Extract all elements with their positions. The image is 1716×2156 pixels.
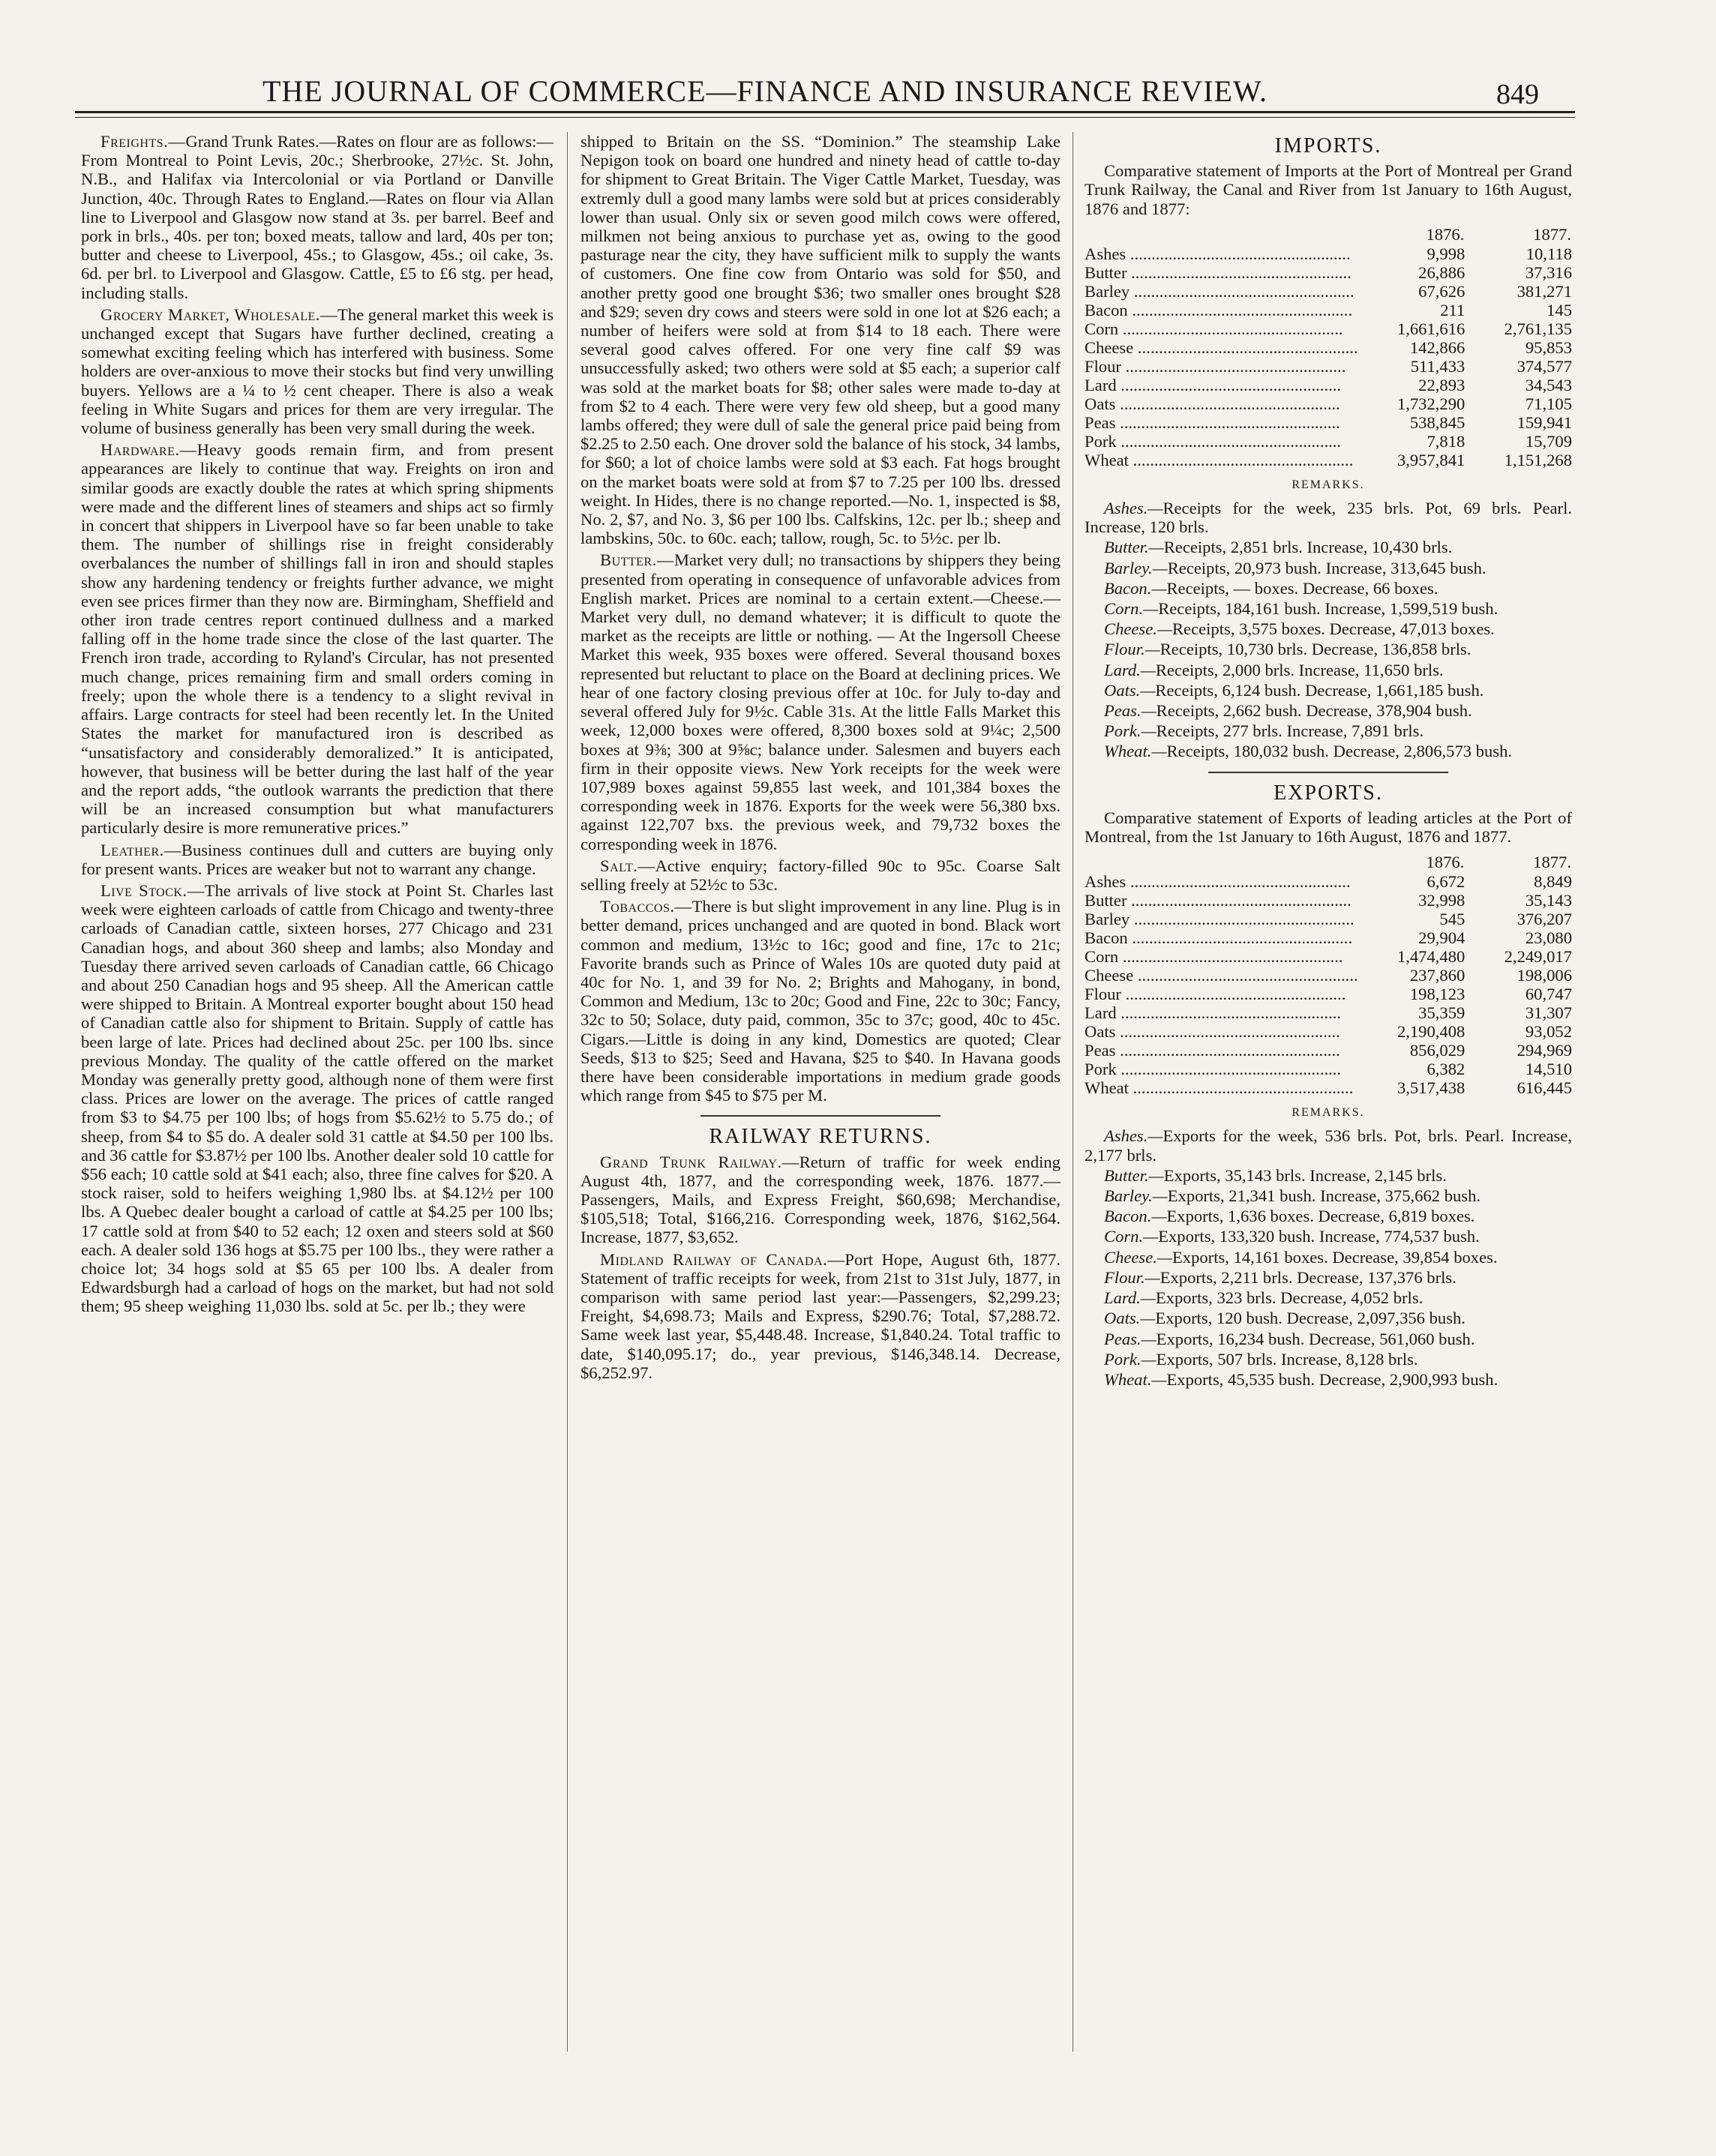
value-1876-cell: 545 (1439, 910, 1466, 929)
railway-returns-title: RAILWAY RETURNS. (709, 1125, 932, 1149)
commodity-cell: Lard ..... (1084, 1003, 1358, 1022)
remark-head: Peas.— (1104, 1329, 1156, 1348)
commodity-cell: Oats ..... (1084, 1022, 1358, 1041)
imports-intro: Comparative statement of Imports at the Port of Montreal per Grand Trunk Railway, the Canal and River from 1st January to 16th August, 1876 and 1877: (1084, 161, 1572, 218)
article-text: Heavy goods remain firm, and from present appearances are likely to continue that way. Freights on iron and similar goods are exactly double the rates at which spring shipments were made and the different lines of steamers and ships act so firmly in concert that shippers in Liverpool have so far been unable to take them. The number of shillings rise in freight considerably overbalances the number of shillings fall in iron and should staples show any hardening tendency or freights further advance, we might even see prices firmer than they now are. Birmingham, Sheffield and other iron trade centres report continued dullness and a marked falling off in the home trade since the close of the last quarter. The French iron trade, according to Ryland's Circular, has not presented much change, prices remaining firm and small orders coming in freely; upon the whole there is a tendency to a slight revival in affairs. Large contracts for steel had been recently let. In the United States the market for manufactured iron is described as “unsatisfactory and considerably demoralized.” It is anticipated, however, that business will be better during the last half of the year and the report adds, “the outlook warrants the prediction that there will be an increased consumption but what manufacturers particularly desire is more remunerative prices.” (81, 440, 554, 838)
remark-item (1084, 538, 1572, 556)
remark-head: Cheese.— (1104, 1247, 1172, 1267)
commodity-cell: Peas ..... (1084, 413, 1358, 432)
commodity-cell: Barley ..... (1084, 282, 1358, 301)
value-1877-cell: 93,052 (1525, 1022, 1572, 1042)
value-1877-cell: 294,969 (1516, 1041, 1572, 1060)
column-3 (1084, 132, 1572, 1390)
year-header: 1876. (1426, 224, 1465, 244)
remark-head: Butter.— (1104, 1165, 1164, 1185)
table-row (1084, 1060, 1572, 1078)
commodity-cell: Flour ..... (1084, 357, 1358, 376)
remark-item (1084, 1268, 1572, 1287)
column-1 (81, 132, 554, 1319)
article-head: Live Stock.— (100, 880, 205, 900)
value-1876-cell: 6,672 (1426, 872, 1466, 892)
value-1876-cell: 3,517,438 (1396, 1078, 1466, 1098)
value-1876-cell: 67,626 (1418, 281, 1466, 301)
remark-text: Exports, 21,341 bush. Increase, 375,662 bush. (1167, 1186, 1481, 1206)
commodity-cell: Cheese ..... (1084, 966, 1358, 985)
commodity-cell: Pork ..... (1084, 432, 1358, 451)
remark-head: Wheat.— (1104, 1369, 1167, 1389)
article-text: Active enquiry; factory-filled 90c to 95c. Coarse Salt selling freely at 52½c to 53c. (580, 856, 1060, 894)
value-1877-cell: 2,761,135 (1504, 319, 1572, 338)
value-1877-cell: 14,510 (1525, 1060, 1572, 1079)
remark-head: Flour.— (1104, 1267, 1160, 1287)
commodity-cell: Ashes ..... (1084, 244, 1358, 263)
value-1876-cell: 211 (1440, 300, 1466, 319)
remark-head: Lard.— (1104, 1288, 1156, 1308)
commodity-cell: Wheat ..... (1084, 1078, 1358, 1097)
table-row (1084, 263, 1572, 282)
commodity-cell: Butter ..... (1084, 891, 1358, 910)
commodity-cell: Oats ..... (1084, 394, 1358, 413)
value-1876-cell: 35,359 (1418, 1003, 1466, 1023)
remark-item (1084, 599, 1572, 618)
remark-head: Pork.— (1104, 721, 1156, 741)
article-text: Market very dull; no transactions by shippers they being presented from operating in consequence of unfavorable advices from English market. Prices are nominal to a certain extent.—Cheese.— Market very dull, no demand whatever; it is difficult to quote the market as the receipts are little or nothing. — At the Ingersoll Cheese Market this week, 935 boxes were offered. Several thousand boxes represented but reluctant to place on the Board at declining prices. We hear of one factory closing previous offer at 10c. for July to-day and several offered July for 9½c. Cable 31s. At the little Falls Market this week, 12,000 boxes were offered, 8,300 boxes sold at 9¼c; 2,500 boxes at 9⅜; 300 at 9⅝c; balance under. Salesmen and buyers each firm in their opposite views. New York receipts for the week were 107,989 boxes against 59,855 last week, and 101,384 boxes the corresponding week in 1876. Exports for the week were 56,380 bxs. against 122,707 bxs. the previous week, and 79,732 boxes the corresponding week in 1876. (580, 550, 1060, 853)
value-1876-cell: 2,190,408 (1396, 1022, 1466, 1042)
remark-text: Receipts, 184,161 bush. Increase, 1,599,519 bush. (1158, 599, 1498, 619)
remark-head: Peas.— (1104, 701, 1156, 721)
table-row (1084, 1078, 1572, 1097)
remark-item (1084, 1350, 1572, 1369)
remark-text: Exports, 14,161 boxes. Decrease, 39,854 boxes. (1172, 1247, 1498, 1267)
remark-head: Ashes.— (1104, 499, 1163, 518)
value-1877-cell: 31,307 (1525, 1003, 1572, 1023)
value-1877-cell: 374,577 (1516, 356, 1572, 376)
imports-table (1084, 224, 1572, 469)
table-row (1084, 928, 1572, 947)
running-head: THE JOURNAL OF COMMERCE—FINANCE AND INSURANCE REVIEW. (262, 74, 1268, 108)
commodity-cell: Corn ..... (1084, 947, 1358, 966)
article-head: Freights.— (100, 132, 186, 151)
remark-text: Receipts, 6,124 bush. Decrease, 1,661,185 bush. (1155, 680, 1484, 700)
value-1876-cell: 6,382 (1426, 1060, 1466, 1079)
remark-item (1084, 499, 1572, 536)
table-header-row (1084, 224, 1572, 244)
article-text: Port Hope, August 6th, 1877. Statement of traffic receipts for week, from 21st to 31st July, 1877, in comparison with same period last year:—Passengers, $2,299.23; Freight, $4,698.73; Mails and Express, $290.76; Total, $7,288.72. Same week last year, $5,448.48. Increase, $1,840.24. Total traffic to date, $140,095.17; do., year previous, $146,348.14. Decrease, $6,252.97. (580, 1249, 1060, 1382)
column-2 (580, 132, 1060, 1385)
header-rule-top (75, 111, 1575, 113)
article-text: The arrivals of live stock at Point St. Charles last week were eighteen carloads of cattle from Chicago and twenty-three carloads of Canadian cattle, sixteen horses, 277 Chicago and 231 Canadian hogs, and about 360 sheep and lambs; also Monday and Tuesday there arrived seven carloads of Canadian cattle, 66 Chicago and about 250 Canadian hogs and 95 sheep. All the American cattle were shipped to Britain. A Montreal exporter bought about 150 head of Canadian cattle also for shipment to Britain. Supply of cattle has been large of late. Prices had declined about 25c. per 100 lbs. since previous Monday. The quality of the cattle offered on the market Monday was generally pretty good, although none of them were first class. Prices are lower on the average. The prices of cattle ranged from $3 to $4.75 per 100 lbs; of hogs from $5.62½ to 5.75 do.; of sheep, from $4 to $5 do. A dealer sold 31 cattle at $4.50 per 100 lbs. and 36 cattle for $3.87½ per 100 lbs. Another dealer sold 10 cattle for $56 each; 10 cattle sold at $41 each; also, three fine calves for $20. A stock raiser, sold to heifers weighing 1,980 lbs. at $4.12½ per 100 lbs. A Quebec dealer bought a carload of cattle at $4.25 per 100 lbs; 17 cattle sold at from $40 to 52 each; 12 oxen and steers sold at $60 each. A dealer sold 136 hogs at $5.75 per 100 lbs., they were rather a choice lot; 34 hogs sold at $5 65 per 100 lbs. A dealer from Edwardsburgh had a carload of hogs on the market, but had not sold them; 95 sheep weighing 11,030 lbs. sold at 5c. per lb.; they were (81, 880, 554, 1316)
remark-text: Exports for the week, 536 brls. Pot, brls. Pearl. Increase, 2,177 brls. (1084, 1126, 1572, 1165)
remark-head: Bacon.— (1104, 578, 1167, 598)
table-row (1084, 432, 1572, 451)
value-1877-cell: 23,080 (1525, 928, 1572, 948)
remark-item (1084, 640, 1572, 658)
table-row (1084, 872, 1572, 891)
remark-text: Exports, 45,535 bush. Decrease, 2,900,993 bush. (1166, 1369, 1498, 1389)
remark-head: Flour.— (1104, 640, 1160, 659)
value-1876-cell: 1,732,290 (1396, 394, 1466, 413)
table-row (1084, 910, 1572, 928)
remark-item (1084, 1126, 1572, 1164)
value-1877-cell: 198,006 (1516, 966, 1572, 985)
imports-remarks (1084, 499, 1572, 761)
exports-table (1084, 852, 1572, 1097)
value-1876-cell: 22,893 (1418, 375, 1466, 394)
article-butter (580, 550, 1060, 853)
remark-item (1084, 1248, 1572, 1267)
table-row (1084, 451, 1572, 469)
table-row (1084, 947, 1572, 966)
value-1876-cell: 29,904 (1418, 928, 1466, 948)
header-rule-bottom (75, 117, 1575, 118)
column-divider (1072, 132, 1073, 2052)
table-row (1084, 966, 1572, 985)
remark-text: Exports, 120 bush. Decrease, 2,097,356 bush. (1155, 1309, 1466, 1328)
remark-item (1084, 681, 1572, 700)
value-1877-cell: 71,105 (1525, 394, 1572, 413)
article-head: Salt.— (600, 856, 656, 875)
value-1876-cell: 9,998 (1426, 244, 1466, 263)
value-1876-cell: 26,886 (1418, 262, 1466, 282)
remark-text: Receipts, 10,730 brls. Decrease, 136,858 brls. (1160, 640, 1472, 659)
table-row (1084, 413, 1572, 432)
year-header: 1877. (1533, 224, 1571, 244)
remark-item (1084, 559, 1572, 577)
article-text: Grand Trunk Rates.—Rates on flour are as follows:—From Montreal to Point Levis, 20c.; Sherbrooke, 27½c. St. John, N.B., and Halifax via Intercolonial or via Portland or Danville Junction, 40c. Through Rates to England.—Rates on flour via Allan line to Liverpool and Glasgow now stand at 3s. per barrel. Beef and pork in brls., 40s. per ton; boxed meats, tallow and lard, 40s per ton; butter and cheese to Liverpool, 45s.; to Glasgow, 45s.; oil cake, 3s. 6d. per brl. to Liverpool and Glasgow. Cattle, £5 to £6 stg. per head, including stalls. (81, 132, 554, 302)
value-1877-cell: 10,118 (1526, 244, 1572, 263)
table-row (1084, 282, 1572, 301)
remark-text: Receipts, 180,032 bush. Decrease, 2,806,573 bush. (1166, 742, 1513, 761)
table-row (1084, 338, 1572, 357)
remark-item (1084, 1186, 1572, 1205)
remark-head: Lard.— (1104, 660, 1156, 679)
remark-head: Barley.— (1104, 1186, 1168, 1206)
remark-head: Cheese.— (1104, 619, 1172, 639)
remark-text: Receipts, — boxes. Decrease, 66 boxes. (1166, 578, 1438, 598)
commodity-cell: Bacon ..... (1084, 301, 1358, 319)
remark-text: Receipts, 2,662 bush. Decrease, 378,904 bush. (1156, 701, 1472, 721)
value-1876-cell: 142,866 (1409, 337, 1466, 357)
value-1876-cell: 538,845 (1409, 412, 1466, 432)
value-1877-cell: 37,316 (1525, 262, 1572, 282)
article-head: Tobaccos.— (600, 897, 692, 916)
article-live-stock-cont (580, 132, 1060, 547)
remark-text: Exports, 323 brls. Decrease, 4,052 brls. (1155, 1288, 1424, 1308)
remark-text: Exports, 2,211 brls. Decrease, 137,376 brls. (1160, 1267, 1456, 1287)
imports-title: IMPORTS. (1274, 134, 1382, 157)
table-row (1084, 1003, 1572, 1022)
value-1877-cell: 145 (1546, 300, 1572, 319)
remark-head: Barley.— (1104, 558, 1168, 577)
railway-midland (580, 1250, 1060, 1382)
remark-text: Receipts, 20,973 bush. Increase, 313,645 bush. (1167, 558, 1486, 577)
remark-item (1084, 1288, 1572, 1307)
remark-item (1084, 1370, 1572, 1389)
table-row (1084, 1041, 1572, 1060)
value-1877-cell: 1,151,268 (1504, 450, 1572, 469)
article-text: Return of traffic for week ending August 4th, 1877, and the corresponding week, 1876. 1877.—Passengers, Mails, and Express Freight, $60,698; Merchandise, $105,518; Total, $166,216. Corresponding week, 1876, $162,564. Increase, 1877, $3,652. (580, 1152, 1060, 1247)
value-1877-cell: 35,143 (1525, 891, 1572, 910)
commodity-cell: Pork ..... (1084, 1060, 1358, 1078)
value-1877-cell: 381,271 (1516, 281, 1572, 301)
table-row (1084, 244, 1572, 263)
value-1876-cell: 198,123 (1409, 985, 1466, 1004)
remark-text: Receipts, 277 brls. Increase, 7,891 brls. (1156, 721, 1424, 741)
commodity-cell: Flour ..... (1084, 985, 1358, 1003)
value-1877-cell: 15,709 (1525, 431, 1572, 451)
remark-text: Receipts, 2,000 brls. Increase, 11,650 brls. (1155, 660, 1444, 679)
commodity-cell: Bacon ..... (1084, 928, 1358, 947)
year-header: 1876. (1426, 853, 1465, 872)
article-live-stock (81, 881, 554, 1316)
remark-head: Oats.— (1104, 1309, 1156, 1328)
remark-text: Exports, 35,143 brls. Increase, 2,145 brls. (1163, 1165, 1447, 1185)
year-header: 1877. (1533, 853, 1571, 872)
remark-head: Corn.— (1104, 1227, 1159, 1246)
table-row (1084, 357, 1572, 376)
imports-body (1084, 244, 1572, 469)
table-row (1084, 1022, 1572, 1041)
exports-body (1084, 872, 1572, 1097)
remark-head: Oats.— (1104, 680, 1156, 700)
remark-item (1084, 1207, 1572, 1225)
commodity-cell: Corn ..... (1084, 319, 1358, 338)
remark-text: Exports, 1,636 boxes. Decrease, 6,819 boxes. (1166, 1207, 1475, 1226)
remark-text: Exports, 16,234 bush. Decrease, 561,060 bush. (1156, 1329, 1475, 1348)
remark-item (1084, 721, 1572, 740)
commodity-cell: Wheat ..... (1084, 451, 1358, 469)
commodity-cell: Ashes ..... (1084, 872, 1358, 891)
table-row (1084, 891, 1572, 910)
article-hardware (81, 440, 554, 837)
value-1877-cell: 159,941 (1516, 412, 1572, 432)
value-1877-cell: 34,543 (1525, 375, 1572, 394)
article-text: There is but slight improvement in any line. Plug is in better demand, prices unchanged and are quoted in bond. Black wort common and medium, 13½c to 16c; good and fine, 17c to 21c; Favorite brands such as Prince of Wales 10s are quoted duty paid at 40c for No. 1, and 39 for No. 2; Brights and Mahogany, in bond, Common and Medium, 13c to 20c; Good and Fine, 22c to 30c; Fancy, 32c to 50; Solace, duty paid, common, 35c to 37c; good, 40c to 45c. Cigars.—Little is doing in any kind, Domestics are quoted; Clear Seeds, $13 to $25; Seed and Havana, $25 to $40. In Havana goods there have been considerable importations in medium grade goods which range from $45 to $75 per M. (580, 897, 1060, 1105)
value-1876-cell: 32,998 (1418, 891, 1466, 910)
article-leather (81, 841, 554, 878)
table-row (1084, 301, 1572, 319)
value-1876-cell: 3,957,841 (1396, 450, 1466, 469)
article-salt (580, 856, 1060, 894)
table-row (1084, 394, 1572, 413)
remark-item (1084, 1166, 1572, 1185)
article-head: Butter.— (600, 550, 674, 570)
table-header-row (1084, 852, 1572, 872)
remark-text: Exports, 133,320 bush. Increase, 774,537 bush. (1158, 1227, 1480, 1246)
remark-head: Ashes.— (1104, 1126, 1163, 1146)
value-1877-cell: 616,445 (1516, 1078, 1572, 1098)
remark-item (1084, 1227, 1572, 1246)
value-1876-cell: 1,474,480 (1396, 947, 1466, 967)
commodity-cell: Butter ..... (1084, 263, 1358, 282)
value-1877-cell: 2,249,017 (1504, 947, 1572, 967)
remark-item (1084, 1330, 1572, 1348)
imports-remarks-title: REMARKS. (1292, 478, 1365, 491)
exports-intro: Comparative statement of Exports of leading articles at the Port of Montreal, from the 1st January to 16th August, 1876 and 1877. (1084, 808, 1572, 847)
article-text: The general market this week is unchanged except that Sugars have further declined, creating a somewhat exciting feeling which has interfered with business. Some holders are over-anxious to move their stocks but find very unwilling buyers. Yellows are a ¼ to ½ cent cheaper. There is also a weak feeling in White Sugars and prices for them are very irregular. The volume of business generally has been very small during the week. (81, 304, 554, 438)
remark-head: Bacon.— (1104, 1207, 1167, 1226)
remark-item (1084, 579, 1572, 598)
article-head: Grand Trunk Railway.— (600, 1152, 800, 1171)
value-1876-cell: 237,860 (1409, 966, 1466, 985)
remark-head: Wheat.— (1104, 742, 1167, 761)
article-text: shipped to Britain on the SS. “Dominion.” The steamship Lake Nepigon took on board one hundred and ninety head of cattle to-day for shipment to Great Britain. The Viger Cattle Market, Tuesday, was extremly dull a good many lambs were sold but at prices considerably lower than usual. Only six or seven good milch cows were offered, milkmen not being anxious to purchase yet as, owing to the good pasturage near the city, they have sufficient milk to supply the wants of customers. One fine cow from Ontario was sold for $50, and another pretty good one brought $36; two smaller ones brought $28 and $29; seven dry cows and steers were sold in one lot at $26 each; a number of heifers were sold at from $14 to 18 each. There were several good calves offered. For one very fine calf $9 was unsuccessfully asked; two others were sold at $5 each; a superior calf was sold at the market boats for $8; other sales were made to-day at from $2 to 4 each. There were very few old sheep, but a good many lambs offered; they were dull of sale the general price paid being from $2.25 to 2.50 each. One drover sold the balance of his stock, 34 lambs, for $60; a lot of choice lambs were sold at $3 each. Fat hogs brought on the market boats were sold at from $7 to 7.25 per 100 lbs. dressed weight. In Hides, there is no change reported.—No. 1, inspected is $8, No. 2, $7, and No. 3, $6 per 100 lbs. Calfskins, 12c. per lb.; sheep and lambskins, 50c. to 60c. each; tallow, rough, 5c. to 5½c. per lb. (580, 132, 1061, 548)
value-1877-cell: 60,747 (1525, 985, 1572, 1004)
value-1877-cell: 95,853 (1525, 337, 1572, 357)
article-head: Grocery Market, Wholesale.— (100, 304, 338, 324)
commodity-cell: Peas ..... (1084, 1041, 1358, 1060)
article-grocery (81, 305, 554, 437)
table-row (1084, 319, 1572, 338)
remark-item (1084, 742, 1572, 760)
exports-remarks (1084, 1126, 1572, 1389)
remark-item (1084, 1309, 1572, 1327)
commodity-cell: Cheese ..... (1084, 338, 1358, 357)
remark-head: Corn.— (1104, 599, 1159, 619)
section-divider (1208, 772, 1448, 773)
value-1876-cell: 511,433 (1410, 356, 1466, 376)
remark-head: Pork.— (1104, 1349, 1156, 1369)
railway-grand-trunk (580, 1153, 1060, 1247)
remark-item (1084, 661, 1572, 679)
value-1876-cell: 856,029 (1409, 1041, 1466, 1060)
column-divider (567, 132, 568, 2052)
section-divider (700, 1115, 940, 1117)
article-head: Midland Railway of Canada.— (600, 1249, 845, 1269)
commodity-cell: Lard ..... (1084, 376, 1358, 394)
value-1876-cell: 7,818 (1426, 431, 1466, 451)
remark-item (1084, 619, 1572, 638)
remark-text: Receipts for the week, 235 brls. Pot, 69 brls. Pearl. Increase, 120 brls. (1084, 499, 1572, 537)
article-head: Hardware.— (100, 440, 197, 460)
commodity-cell: Barley ..... (1084, 910, 1358, 928)
remark-text: Exports, 507 brls. Increase, 8,128 brls. (1156, 1349, 1418, 1369)
article-text: Business continues dull and cutters are buying only for present wants. Prices are weaker but not to warrant any change. (81, 840, 554, 878)
remark-text: Receipts, 2,851 brls. Increase, 10,430 brls. (1163, 538, 1453, 557)
table-row (1084, 376, 1572, 394)
remark-item (1084, 701, 1572, 720)
value-1877-cell: 8,849 (1534, 872, 1572, 892)
article-freights (81, 132, 554, 302)
exports-remarks-title: REMARKS. (1292, 1106, 1365, 1120)
table-row (1084, 985, 1572, 1003)
remark-head: Butter.— (1104, 538, 1164, 557)
article-head: Leather.— (100, 840, 182, 859)
exports-title: EXPORTS. (1274, 781, 1383, 805)
page-number: 849 (1496, 79, 1539, 110)
value-1876-cell: 1,661,616 (1396, 319, 1466, 338)
value-1877-cell: 376,207 (1516, 910, 1572, 929)
remark-text: Receipts, 3,575 boxes. Decrease, 47,013 boxes. (1172, 619, 1495, 639)
article-tobaccos (580, 897, 1060, 1105)
